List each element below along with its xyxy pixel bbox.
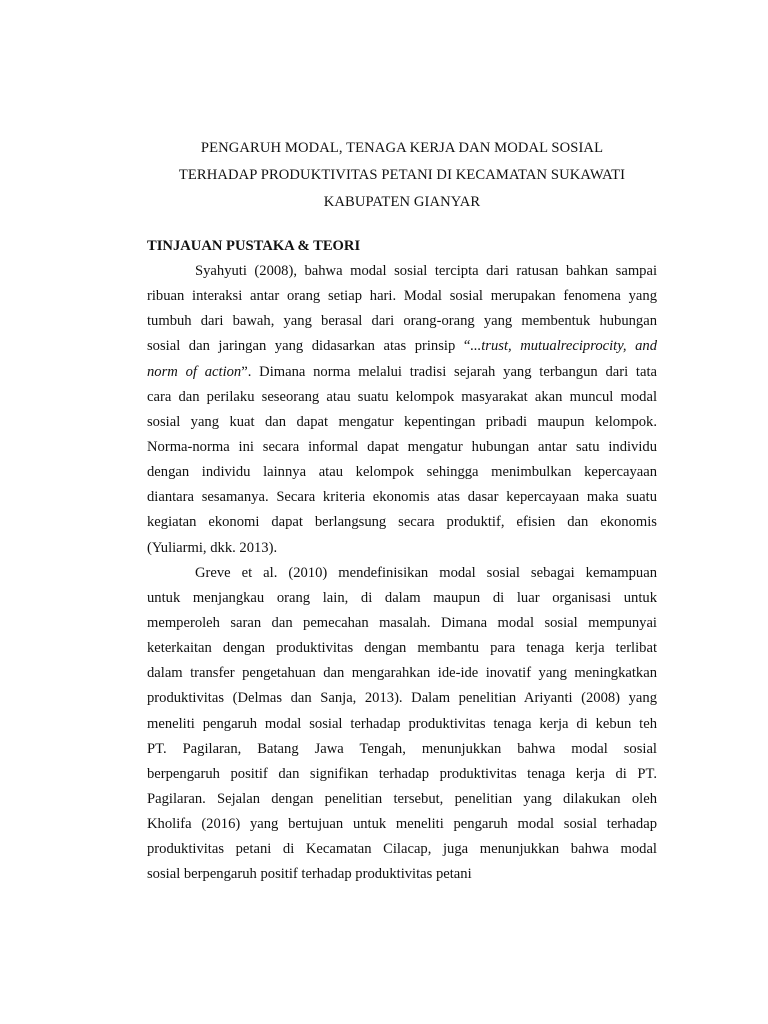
paragraph-1-line-8: Norma-norma ini secara informal dapat mengatur hubungan antar satu individu bbox=[147, 438, 657, 455]
paragraph-1-line-5 bbox=[147, 360, 657, 385]
paragraph-1-line-2: ribuan interaksi antar orang setiap hari. Modal sosial merupakan fenomena yang bbox=[147, 288, 657, 305]
paragraph-2-line-11: Kholifa (2016) yang bertujuan untuk meneliti pengaruh modal sosial terhadap bbox=[147, 816, 657, 833]
paragraph-1-line-4-text: sosial dan jaringan yang didasarkan atas prinsip “ bbox=[147, 338, 471, 355]
paragraph-2-line-10: Pagilaran. Sejalan dengan penelitian tersebut, penelitian yang dilakukan oleh bbox=[147, 790, 657, 807]
document-title bbox=[147, 135, 657, 216]
paragraph-2-line-9: berpengaruh positif dan signifikan terhadap produktivitas tenaga kerja di PT. bbox=[147, 765, 657, 782]
paragraph-2-line-1: Greve et al. (2010) mendefinisikan modal sosial sebagai kemampuan bbox=[195, 564, 657, 581]
paragraph-1-line-10: diantara sesamanya. Secara kriteria ekonomis atas dasar kepercayaan maka suatu bbox=[147, 489, 657, 506]
title-line-1: PENGARUH MODAL, TENAGA KERJA DAN MODAL SOSIAL bbox=[200, 140, 604, 156]
paragraph-1-line-5-text: ”. Dimana norma melalui tradisi sejarah yang terbangun dari tata bbox=[241, 363, 657, 380]
paragraph-2-line-12: produktivitas petani di Kecamatan Cilacap, juga menunjukkan bahwa modal bbox=[147, 841, 657, 858]
body-text bbox=[147, 259, 657, 888]
paragraph-1-line-4 bbox=[147, 334, 657, 359]
paragraph-2-line-2: untuk menjangkau orang lain, di dalam maupun di luar organisasi untuk bbox=[147, 589, 657, 606]
paragraph-1-line-3: tumbuh dari bawah, yang berasal dari orang-orang yang membentuk hubungan bbox=[147, 313, 657, 330]
paragraph-2-line-7: meneliti pengaruh modal sosial terhadap produktivitas tenaga kerja di kebun teh bbox=[147, 715, 657, 732]
paragraph-2-line-13: sosial berpengaruh positif terhadap produktivitas petani bbox=[147, 866, 472, 883]
paragraph-1-line-6: cara dan perilaku seseorang atau suatu kelompok masyarakat akan muncul modal bbox=[147, 388, 657, 405]
paragraph-1-line-12: (Yuliarmi, dkk. 2013). bbox=[147, 539, 278, 556]
paragraph-1-line-1: Syahyuti (2008), bahwa modal sosial tercipta dari ratusan bahkan sampai bbox=[195, 263, 657, 279]
paragraph-1-line-9: dengan individu lainnya atau kelompok sehingga menimbulkan kepercayaan bbox=[147, 464, 657, 481]
paragraph-1-line-7: sosial yang kuat dan dapat mengatur kepentingan pribadi maupun kelompok. bbox=[147, 413, 657, 430]
title-line-2: TERHADAP PRODUKTIVITAS PETANI DI KECAMATAN SUKAWATI bbox=[178, 167, 626, 183]
title-line-3: KABUPATEN GIANYAR bbox=[323, 194, 481, 210]
paragraph-2-line-4: keterkaitan dengan produktivitas dengan membantu para tenaga kerja terlibat bbox=[147, 640, 657, 657]
section-heading: TINJAUAN PUSTAKA & TEORI bbox=[147, 238, 361, 254]
paragraph-1-line-11: kegiatan ekonomi dapat berlangsung secara produktif, efisien dan ekonomis bbox=[147, 514, 657, 531]
paragraph-1-line-5-italic: norm of action bbox=[147, 363, 242, 380]
paragraph-2-line-6: produktivitas (Delmas dan Sanja, 2013). Dalam penelitian Ariyanti (2008) yang bbox=[147, 690, 657, 707]
paragraph-2-line-3: memperoleh saran dan pemecahan masalah. Dimana modal sosial mempunyai bbox=[147, 614, 657, 631]
paragraph-2-line-5: dalam transfer pengetahuan dan mengarahkan ide-ide inovatif yang meningkatkan bbox=[147, 665, 657, 682]
paragraph-2-line-8: PT. Pagilaran, Batang Jawa Tengah, menunjukkan bahwa modal sosial bbox=[147, 740, 657, 757]
paragraph-1-line-4-italic: ...trust, mutualreciprocity, and bbox=[470, 338, 657, 355]
